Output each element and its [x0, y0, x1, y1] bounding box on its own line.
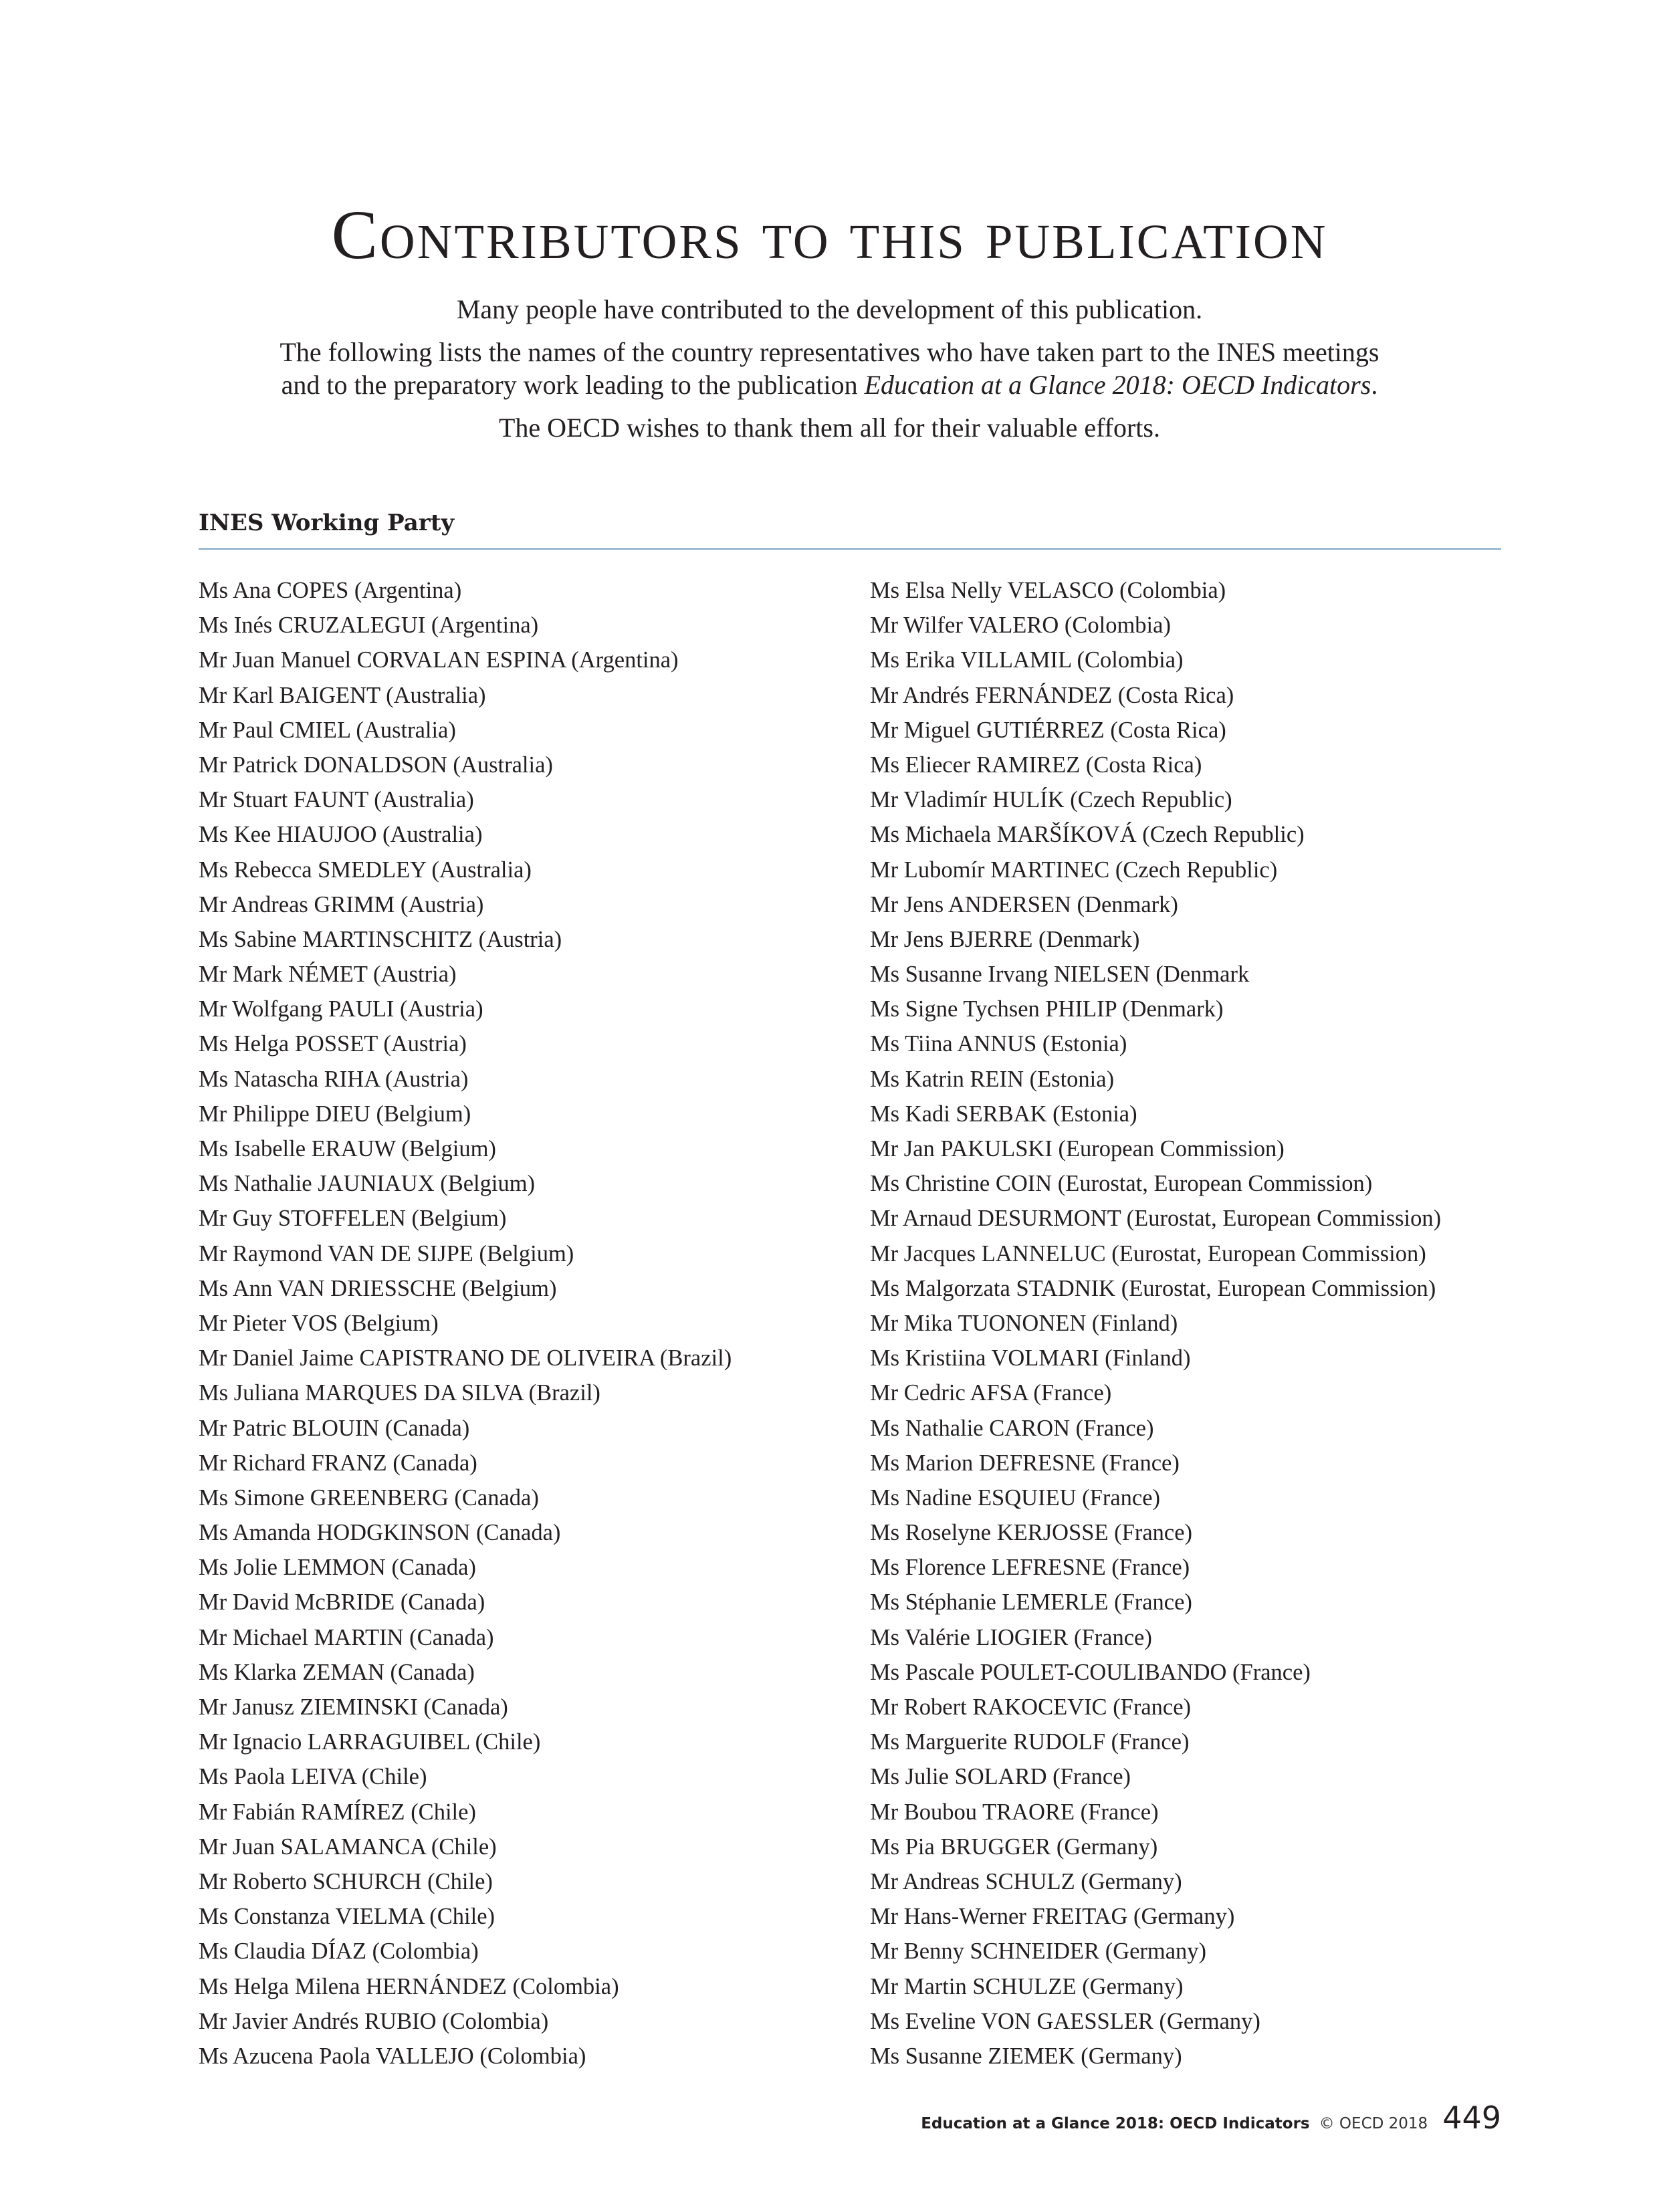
contributor-item: Mr Andreas SCHULZ (Germany) — [870, 1868, 1182, 1894]
section-heading: INES Working Party — [199, 508, 1501, 550]
contributor-item: Ms Constanza VIELMA (Chile) — [199, 1904, 495, 1930]
page-title: Contributors to this publication — [331, 197, 1328, 273]
intro-text — [201, 293, 1458, 444]
contributor-item: Mr Juan Manuel CORVALAN ESPINA (Argentina) — [199, 647, 679, 673]
contributor-item: Ms Malgorzata STADNIK (Eurostat, European Commission) — [870, 1275, 1436, 1301]
page-footer — [921, 2100, 1501, 2136]
contributor-item: Ms Helga Milena HERNÁNDEZ (Colombia) — [199, 1973, 619, 1999]
contributor-item: Mr David McBRIDE (Canada) — [199, 1589, 485, 1616]
contributor-item: Ms Roselyne KERJOSSE (France) — [870, 1520, 1193, 1546]
contributor-item: Mr Mika TUONONEN (Finland) — [870, 1310, 1178, 1336]
contributor-item: Mr Jens ANDERSEN (Denmark) — [870, 891, 1178, 917]
contributor-item: Mr Wolfgang PAULI (Austria) — [199, 996, 483, 1022]
contributor-item: Mr Karl BAIGENT (Australia) — [199, 682, 486, 708]
contributor-item: Mr Mark NÉMET (Austria) — [199, 962, 457, 988]
contributor-item: Mr Stuart FAUNT (Australia) — [199, 787, 474, 813]
contributor-item: Mr Paul CMIEL (Australia) — [199, 717, 456, 743]
contributor-item: Ms Julie SOLARD (France) — [870, 1764, 1131, 1790]
contributor-item: Ms Ann VAN DRIESSCHE (Belgium) — [199, 1275, 557, 1301]
contributor-item: Ms Marion DEFRESNE (France) — [870, 1450, 1180, 1476]
contributor-item: Ms Natascha RIHA (Austria) — [199, 1066, 469, 1092]
contributor-item: Mr Raymond VAN DE SIJPE (Belgium) — [199, 1240, 574, 1266]
contributor-item: Ms Pascale POULET-COULIBANDO (France) — [870, 1659, 1311, 1685]
contributor-item: Mr Javier Andrés RUBIO (Colombia) — [199, 2008, 549, 2034]
contributor-item: Mr Andrés FERNÁNDEZ (Costa Rica) — [870, 682, 1234, 708]
contributor-item: Mr Michael MARTIN (Canada) — [199, 1624, 494, 1650]
contributor-item: Ms Kristiina VOLMARI (Finland) — [870, 1345, 1191, 1371]
contributor-item: Ms Paola LEIVA (Chile) — [199, 1764, 427, 1790]
contributor-item: Ms Amanda HODGKINSON (Canada) — [199, 1520, 561, 1546]
contributors-right-column — [870, 573, 1441, 2074]
contributor-item: Mr Pieter VOS (Belgium) — [199, 1310, 439, 1336]
contributor-item: Ms Simone GREENBERG (Canada) — [199, 1484, 539, 1511]
contributor-item: Ms Kee HIAUJOO (Australia) — [199, 822, 483, 848]
contributor-item: Mr Hans-Werner FREITAG (Germany) — [870, 1904, 1235, 1930]
intro-line-3 — [201, 368, 1458, 401]
contributor-item: Mr Roberto SCHURCH (Chile) — [199, 1868, 493, 1894]
contributor-item: Mr Martin SCHULZE (Germany) — [870, 1973, 1184, 1999]
contributor-item: Ms Erika VILLAMIL (Colombia) — [870, 647, 1184, 673]
contributor-item: Mr Jan PAKULSKI (European Commission) — [870, 1136, 1285, 1162]
contributor-item: Mr Jens BJERRE (Denmark) — [870, 926, 1140, 952]
contributor-item: Ms Tiina ANNUS (Estonia) — [870, 1031, 1127, 1057]
contributor-item: Mr Patrick DONALDSON (Australia) — [199, 752, 553, 778]
contributor-item: Mr Patric BLOUIN (Canada) — [199, 1415, 470, 1441]
contributor-item: Ms Eveline VON GAESSLER (Germany) — [870, 2008, 1260, 2034]
contributor-item: Mr Cedric AFSA (France) — [870, 1380, 1112, 1406]
contributor-item: Mr Lubomír MARTINEC (Czech Republic) — [870, 857, 1278, 883]
contributor-item: Ms Claudia DÍAZ (Colombia) — [199, 1939, 479, 1965]
contributor-item: Mr Miguel GUTIÉRREZ (Costa Rica) — [870, 717, 1226, 743]
footer-publication-title: Education at a Glance 2018: OECD Indicators — [921, 2115, 1310, 2132]
contributor-item: Ms Nathalie JAUNIAUX (Belgium) — [199, 1171, 536, 1197]
contributor-item: Ms Inés CRUZALEGUI (Argentina) — [199, 613, 539, 639]
intro-line-2: The following lists the names of the country representatives who have taken part to the INES meetings — [280, 337, 1379, 367]
contributor-item: Ms Klarka ZEMAN (Canada) — [199, 1659, 475, 1685]
contributor-item: Ms Michaela MARŠÍKOVÁ (Czech Republic) — [870, 822, 1305, 848]
contributor-item: Ms Elsa Nelly VELASCO (Colombia) — [870, 578, 1226, 603]
contributor-item: Ms Ana COPES (Argentina) — [199, 578, 462, 603]
contributor-item: Mr Richard FRANZ (Canada) — [199, 1450, 477, 1476]
publication-title: Education at a Glance 2018: OECD Indicators — [864, 370, 1371, 400]
contributor-item: Ms Rebecca SMEDLEY (Australia) — [199, 857, 532, 883]
contributor-item: Mr Arnaud DESURMONT (Eurostat, European Commission) — [870, 1206, 1442, 1232]
contributor-item: Mr Janusz ZIEMINSKI (Canada) — [199, 1694, 508, 1720]
contributor-item: Ms Pia BRUGGER (Germany) — [870, 1834, 1158, 1860]
contributor-item: Ms Isabelle ERAUW (Belgium) — [199, 1136, 496, 1162]
contributor-item: Ms Nadine ESQUIEU (France) — [870, 1484, 1161, 1511]
contributor-item: Mr Benny SCHNEIDER (Germany) — [870, 1939, 1207, 1965]
contributor-item: Ms Nathalie CARON (France) — [870, 1415, 1154, 1441]
contributor-item: Ms Signe Tychsen PHILIP (Denmark) — [870, 996, 1224, 1022]
contributor-item: Ms Jolie LEMMON (Canada) — [199, 1555, 476, 1581]
contributors-left-column — [199, 573, 732, 2074]
contributor-item: Ms Marguerite RUDOLF (France) — [870, 1729, 1190, 1755]
contributor-item: Ms Helga POSSET (Austria) — [199, 1031, 467, 1057]
contributor-item: Ms Valérie LIOGIER (France) — [870, 1624, 1152, 1650]
contributor-item: Ms Kadi SERBAK (Estonia) — [870, 1101, 1137, 1127]
contributor-item: Ms Florence LEFRESNE (France) — [870, 1555, 1190, 1581]
intro-line-3-prefix: and to the preparatory work leading to the publication — [281, 370, 865, 400]
page-number: 449 — [1442, 2100, 1501, 2136]
contributor-item: Mr Ignacio LARRAGUIBEL (Chile) — [199, 1729, 541, 1755]
contributor-item: Mr Boubou TRAORE (France) — [870, 1799, 1159, 1825]
contributor-item: Mr Juan SALAMANCA (Chile) — [199, 1834, 497, 1860]
intro-line-3-suffix: . — [1371, 370, 1378, 400]
contributor-item: Ms Katrin REIN (Estonia) — [870, 1066, 1115, 1092]
contributor-item: Ms Sabine MARTINSCHITZ (Austria) — [199, 926, 562, 952]
contributor-item: Mr Wilfer VALERO (Colombia) — [870, 613, 1171, 639]
contributor-item: Ms Susanne ZIEMEK (Germany) — [870, 2043, 1182, 2069]
contributor-item: Ms Eliecer RAMIREZ (Costa Rica) — [870, 752, 1202, 778]
contributor-item: Mr Fabián RAMÍREZ (Chile) — [199, 1799, 476, 1825]
contributor-item: Mr Daniel Jaime CAPISTRANO DE OLIVEIRA (Brazil) — [199, 1345, 732, 1371]
contributor-item: Ms Azucena Paola VALLEJO (Colombia) — [199, 2043, 586, 2069]
contributor-item: Mr Vladimír HULÍK (Czech Republic) — [870, 787, 1232, 813]
contributor-item: Mr Guy STOFFELEN (Belgium) — [199, 1206, 507, 1232]
contributor-item: Ms Christine COIN (Eurostat, European Commission) — [870, 1171, 1373, 1197]
contributor-item: Mr Philippe DIEU (Belgium) — [199, 1101, 471, 1127]
contributor-item: Ms Stéphanie LEMERLE (France) — [870, 1589, 1192, 1616]
contributor-item: Ms Susanne Irvang NIELSEN (Denmark — [870, 962, 1250, 988]
contributor-item: Mr Andreas GRIMM (Austria) — [199, 891, 484, 917]
intro-line-1: Many people have contributed to the development of this publication. — [456, 294, 1203, 324]
footer-copyright: © OECD 2018 — [1319, 2115, 1428, 2132]
contributor-item: Mr Robert RAKOCEVIC (France) — [870, 1694, 1192, 1720]
contributor-item: Mr Jacques LANNELUC (Eurostat, European Commission) — [870, 1240, 1426, 1266]
contributor-item: Ms Juliana MARQUES DA SILVA (Brazil) — [199, 1380, 600, 1406]
intro-line-4: The OECD wishes to thank them all for their valuable efforts. — [498, 413, 1160, 443]
